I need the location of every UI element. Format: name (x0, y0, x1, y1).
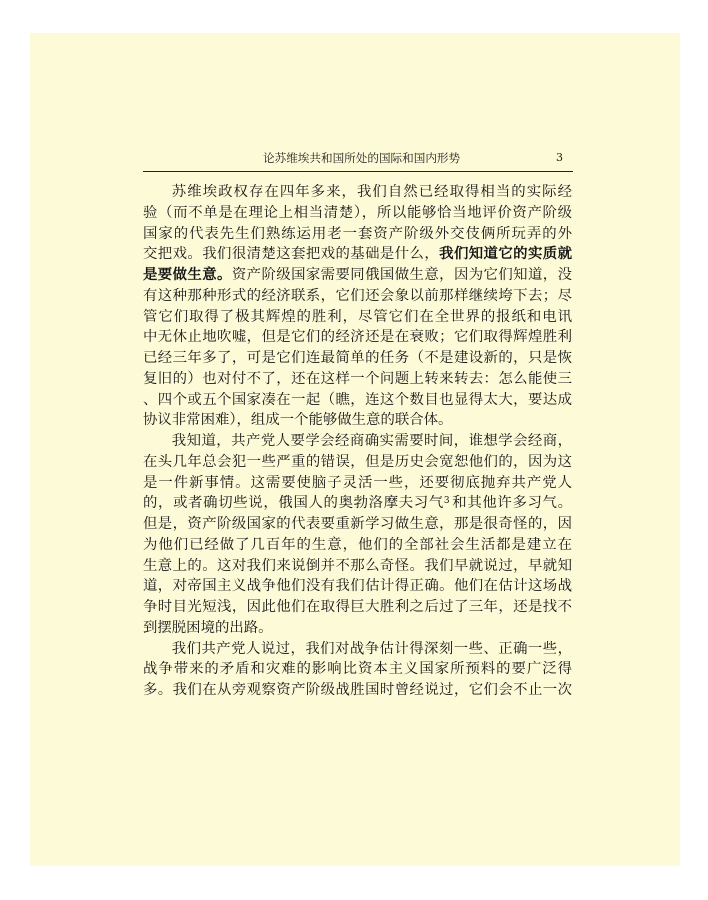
text-line: 道，对帝国主义战争他们没有我们估计得正确。他们在估计这场战 (143, 578, 572, 595)
text-line: 协议非常困难），组成一个能够做生意的联合体。 (143, 412, 453, 429)
emphasis-text: 我们知道它的实质就 (439, 245, 572, 263)
text-segment: 资产阶级国家需要同俄国做生意，因为它们知道，没 (231, 267, 572, 283)
text-line (143, 265, 572, 286)
page-number: 3 (556, 151, 563, 164)
paragraph-2 (143, 431, 572, 639)
text-line: 国家的代表先生们熟练运用老一套资产阶级外交伎俩所玩弄的外 (143, 225, 572, 242)
text-line: 复旧的）也对付不了，还在这样一个问题上转来转去：怎么能使三 (143, 370, 572, 387)
text-line: 管它们取得了极其辉煌的胜利，尽管它们在全世界的报纸和电讯 (143, 308, 572, 325)
text-line: 到摆脱困境的出路。 (143, 619, 273, 636)
body-text (143, 182, 572, 701)
text-line: 是一件新事情。这需要使脑子灵活一些，还要彻底抛弃共产党人 (143, 474, 572, 491)
text-line: 有这种那种形式的经济联系，它们还会象以前那样继续垮下去；尽 (143, 287, 572, 304)
text-line: 多。我们在从旁观察资产阶级战胜国时曾经说过，它们会不止一次 (143, 682, 572, 698)
text-segment: 的，或者确切些说，俄国人的奥勃洛摩夫习气 (143, 495, 444, 512)
text-line: 已经三年多了，可是它们连最简单的任务（不是建设新的，只是恢 (143, 350, 572, 366)
text-segment: 交把戏。我们很清楚这套把戏的基础是什么， (143, 246, 440, 263)
text-line: 苏维埃政权存在四年多来，我们自然已经取得相当的实际经 (171, 184, 572, 200)
text-line: 我知道，共产党人要学会经商确实需要时间，谁想学会经商， (171, 433, 572, 449)
paragraph-3 (143, 639, 572, 701)
text-line: 但是，资产阶级国家的代表要重新学习做生意，那是很奇怪的，因 (143, 516, 572, 532)
header-rule (143, 171, 573, 172)
text-line: 生意上的。这对我们来说倒并不那么奇怪。我们早就说过，早就知 (143, 557, 572, 574)
text-line: 战争带来的矛盾和灾难的影响比资本主义国家所预料的要广泛得 (143, 661, 572, 678)
text-line: 中无休止地吹嘘，但是它们的经济还是在衰败；它们取得辉煌胜利 (143, 329, 572, 346)
text-line: 为他们已经做了几百年的生意，他们的全部社会生活都是建立在 (143, 536, 572, 553)
text-line: 、四个或五个国家凑在一起（瞧，连这个数目也显得太大，要达成 (143, 391, 572, 408)
text-line: 在头几年总会犯一些严重的错误，但是历史会宽恕他们的，因为这 (143, 453, 572, 470)
text-line (143, 493, 572, 514)
text-line: 我们共产党人说过，我们对战争估计得深刻一些、正确一些， (171, 640, 572, 657)
emphasis-text: 是要做生意。 (143, 266, 232, 283)
text-line: 争时目光短浅，因此他们在取得巨大胜利之后过了三年，还是找不 (143, 599, 572, 615)
text-line: 验（而不单是在理论上相当清楚），所以能够恰当地评价资产阶级 (143, 204, 572, 221)
paragraph-1 (143, 182, 572, 431)
text-segment: 和其他许多习气。 (451, 495, 572, 512)
running-title: 论苏维埃共和国所处的国际和国内形势 (263, 151, 461, 165)
text-line (143, 244, 572, 265)
footnote-reference[interactable]: 3 (443, 495, 450, 506)
